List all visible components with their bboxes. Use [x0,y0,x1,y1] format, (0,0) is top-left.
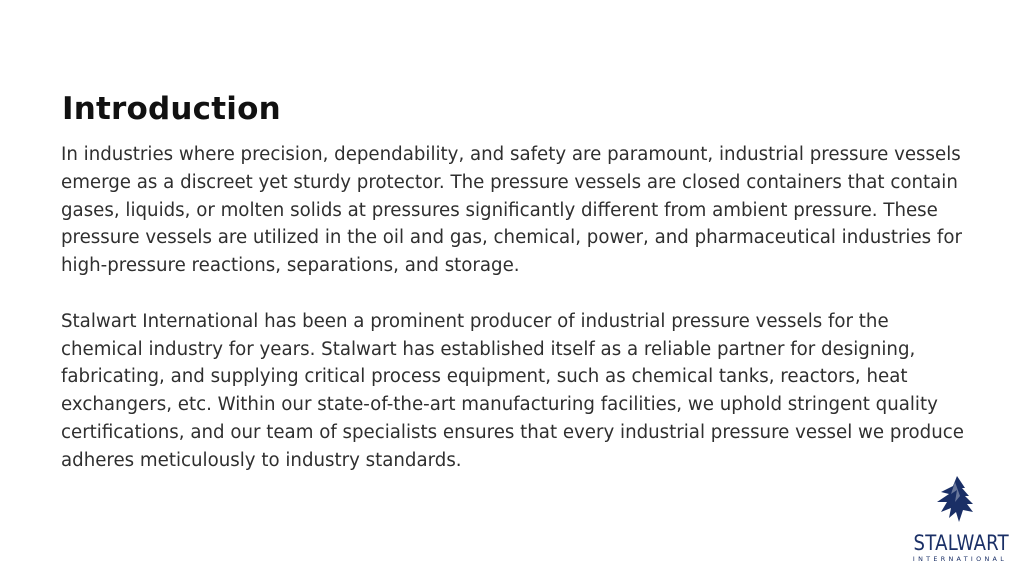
slide-title: Introduction [62,91,281,127]
slide-body [61,141,976,475]
intro-paragraph-2: Stalwart International has been a prominent producer of industrial pressure vessels for the chemical industry for years. Stalwart has established itself as a reliable partner for designing, fabricating, and supplying critical process equipment, such as chemical tanks, reactors, heat exchangers, etc. Within our state-of-the-art manufacturing facilities, we uphold stringent quality certifications, and our team of specialists ensures that every industrial pressure vessel we produce adheres meticulously to industry standards. [61,310,964,471]
logo-tagline: INTERNATIONAL [912,555,1008,563]
company-logo [902,474,1014,566]
logo-wordmark: STALWART [913,531,1009,555]
intro-paragraph-1: In industries where precision, dependability, and safety are paramount, industrial pressure vessels emerge as a discreet yet sturdy protector. The pressure vessels are closed containers that contain gases, liquids, or molten solids at pressures significantly different from ambient pressure. These pressure vessels are utilized in the oil and gas, chemical, power, and pharmaceutical industries for high-pressure reactions, separations, and storage. [61,144,962,277]
eagle-logo-icon [929,474,987,530]
